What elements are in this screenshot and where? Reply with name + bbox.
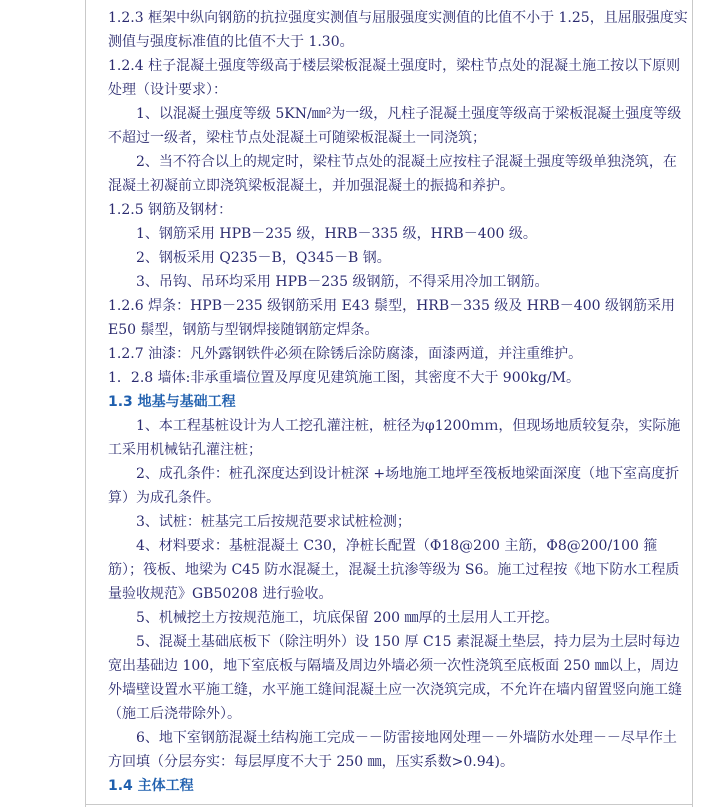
list-item: 2、当不符合以上的规定时，梁柱节点处的混凝土应按柱子混凝土强度等级单独浇筑，在混凝土初凝前立即浇筑梁板混凝土，并加强混凝土的振捣和养护。 — [108, 154, 677, 194]
list-item: 6、地下室钢筋混凝土结构施工完成－－防雷接地网处理－－外墙防水处理－－尽早作土方回填（分层夯实：每层厚度不大于 250 ㎜，压实系数>0.94)。 — [108, 730, 677, 770]
list-item: 2、成孔条件：桩孔深度达到设计桩深 +场地施工地坪至筏板地梁面深度（地下室高度折算）为成孔条件。 — [108, 466, 680, 506]
paragraph-1-2-5: 1.2.5 钢筋及钢材： — [108, 202, 233, 218]
paragraph-1-2-7: 1.2.7 油漆：凡外露钢铁件必须在除锈后涂防腐漆，面漆两道，并注重维护。 — [108, 346, 583, 362]
section-heading-1-3: 1.3 地基与基础工程 — [108, 394, 236, 410]
list-item: 3、吊钩、吊环均采用 HPB－235 级钢筋，不得采用冷加工钢筋。 — [136, 274, 549, 290]
paragraph-1-2-3: 1.2.3 框架中纵向钢筋的抗拉强度实测值与屈服强度实测值的比值不小于 1.25，且屈服强度实测值与强度标准值的比值不大于 1.30。 — [108, 10, 688, 50]
list-item: 1、以混凝土强度等级 5KN/㎜²为一级，凡柱子混凝土强度等级高于梁板混凝土强度等级不超过一级者，梁柱节点处混凝土可随梁板混凝土一同浇筑； — [108, 106, 682, 146]
page-left-border — [85, 0, 86, 807]
paragraph-1-2-4: 1.2.4 柱子混凝土强度等级高于楼层梁板混凝土强度时，梁柱节点处的混凝土施工按以下原则处理（设计要求）： — [108, 58, 681, 98]
list-item: 3、试桩：桩基完工后按规范要求试桩检测； — [136, 514, 411, 530]
page-bottom-border — [85, 804, 693, 805]
page-right-border — [692, 0, 693, 807]
list-item: 1、本工程基桩设计为人工挖孔灌注桩，桩径为φ1200ｍｍ，但现场地质较复杂，实际施工采用机械钻孔灌注桩； — [108, 418, 681, 458]
paragraph-1-2-6: 1.2.6 焊条：HPB－235 级钢筋采用 E43 鬃型，HRB－335 级及 HRB－400 级钢筋采用 E50 鬃型，钢筋与型钢焊接随钢筋定焊条。 — [108, 298, 675, 338]
paragraph-1-2-8: 1．2.8 墙体:非承重墙位置及厚度见建筑施工图，其密度不大于 900kg/M。 — [108, 370, 581, 386]
list-item: 4、材料要求：基桩混凝土 C30，净桩长配置（Φ18@200 主筋，Φ8@200/100 箍筋）；筏板、地梁为 C45 防水混凝土，混凝土抗渗等级为 S6。施工过程按《地下防水工程质量验收规范》GB50208 进行验收。 — [108, 538, 680, 602]
document-body — [108, 6, 688, 798]
list-item: 2、钢板采用 Q235－B，Q345－B 钢。 — [136, 250, 391, 266]
list-item: 5、混凝土基础底板下（除注明外）设 150 厚 C15 素混凝土垫层，持力层为土层时每边宽出基础边 100，地下室底板与隔墙及周边外墙必须一次性浇筑至底板面 250 ㎜以上，周边外墙壁设置水平施工缝，水平施工缝间混凝土应一次浇筑完成，不允许在墙内留置竖向施工缝（施工后浇带除外）。 — [108, 634, 682, 722]
list-item: 5、机械挖土方按规范施工，坑底保留 200 ㎜厚的土层用人工开挖。 — [136, 610, 559, 626]
list-item: 1、钢筋采用 HPB－235 级，HRB－335 级，HRB－400 级。 — [136, 226, 537, 242]
section-heading-1-4: 1.4 主体工程 — [108, 778, 194, 794]
